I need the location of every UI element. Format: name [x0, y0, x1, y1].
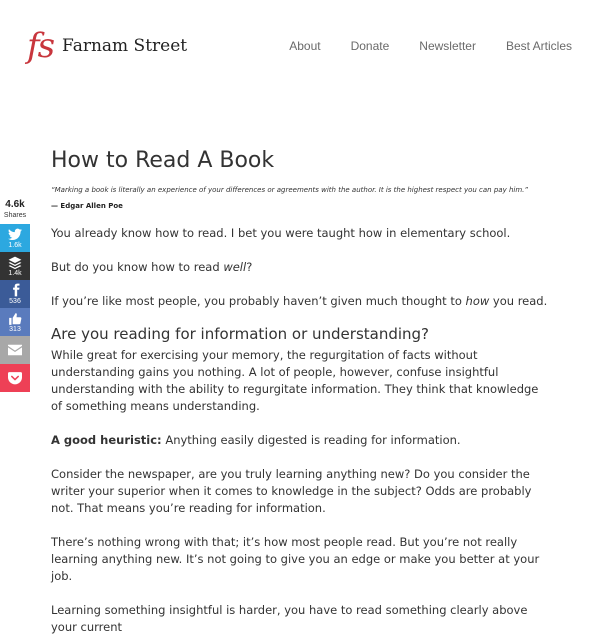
twitter-bird-icon: [8, 228, 22, 241]
twitter-share-button[interactable]: [0, 224, 30, 252]
share-total-count: 4.6k: [5, 199, 25, 210]
pocket-share-button[interactable]: [0, 364, 30, 392]
nav-donate[interactable]: Donate: [350, 39, 390, 53]
share-bar: [0, 198, 30, 392]
article: [51, 145, 551, 636]
facebook-share-button[interactable]: [0, 280, 30, 308]
heuristic-label: A good heuristic:: [51, 433, 162, 447]
epigraph-quote: “Marking a book is literally an experience of your differences or agreements with the author. It is the highest respect you can pay him.”: [51, 186, 528, 194]
like-share-count: 313: [9, 326, 21, 333]
nav-newsletter[interactable]: Newsletter: [419, 39, 476, 53]
logo-text: Farnam Street: [62, 36, 188, 56]
buffer-share-button[interactable]: [0, 252, 30, 280]
facebook-f-icon: [9, 282, 23, 298]
nav-best-articles[interactable]: Best Articles: [505, 39, 572, 53]
email-share-button[interactable]: [0, 336, 30, 364]
paragraph: There’s nothing wrong with that; it’s how most people read. But you’re not really learning anything new. It’s not going to give you an edge or make you better at your job.: [51, 535, 540, 583]
buffer-stack-icon: [8, 256, 22, 270]
site-header: [0, 0, 600, 95]
paragraph: Consider the newspaper, are you truly learning anything new? Do you consider the writer your superior when it comes to knowledge in the subject? Odds are probably not. That means you’re reading for information.: [51, 467, 532, 515]
paragraph: If you’re like most people, you probably haven’t given much thought to how you read.: [51, 294, 548, 308]
like-share-button[interactable]: [0, 308, 30, 336]
thumbs-up-icon: [8, 312, 22, 326]
twitter-share-count: 1.6k: [8, 242, 22, 249]
share-total: [0, 198, 30, 222]
paragraph: A good heuristic: Anything easily digested is reading for information.: [51, 433, 461, 447]
envelope-icon: [8, 344, 22, 356]
main-nav: [259, 38, 572, 54]
facebook-share-count: 536: [9, 298, 21, 305]
section-heading: Are you reading for information or understanding?: [51, 325, 430, 343]
emphasis-text: how: [465, 294, 490, 308]
buffer-share-count: 1.4k: [8, 270, 22, 277]
share-total-label: Shares: [3, 212, 27, 219]
emphasis-text: well: [223, 260, 247, 274]
paragraph: While great for exercising your memory, the regurgitation of facts without understanding gains you nothing. A lot of people, however, confuse insightful understanding with the ability to regurgitate information. They think that knowledge of something means understanding.: [51, 348, 539, 413]
nav-about[interactable]: About: [289, 39, 321, 53]
paragraph: But do you know how to read well?: [51, 260, 253, 274]
logo-mark: fs: [27, 26, 54, 66]
epigraph-author: — Edgar Allen Poe: [51, 202, 123, 210]
site-logo[interactable]: [27, 26, 187, 66]
paragraph: Learning something insightful is harder, you have to read something clearly above your current: [51, 603, 528, 634]
pocket-icon: [8, 372, 22, 385]
paragraph: You already know how to read. I bet you were taught how in elementary school.: [51, 226, 511, 240]
article-title: How to Read A Book: [51, 148, 275, 173]
